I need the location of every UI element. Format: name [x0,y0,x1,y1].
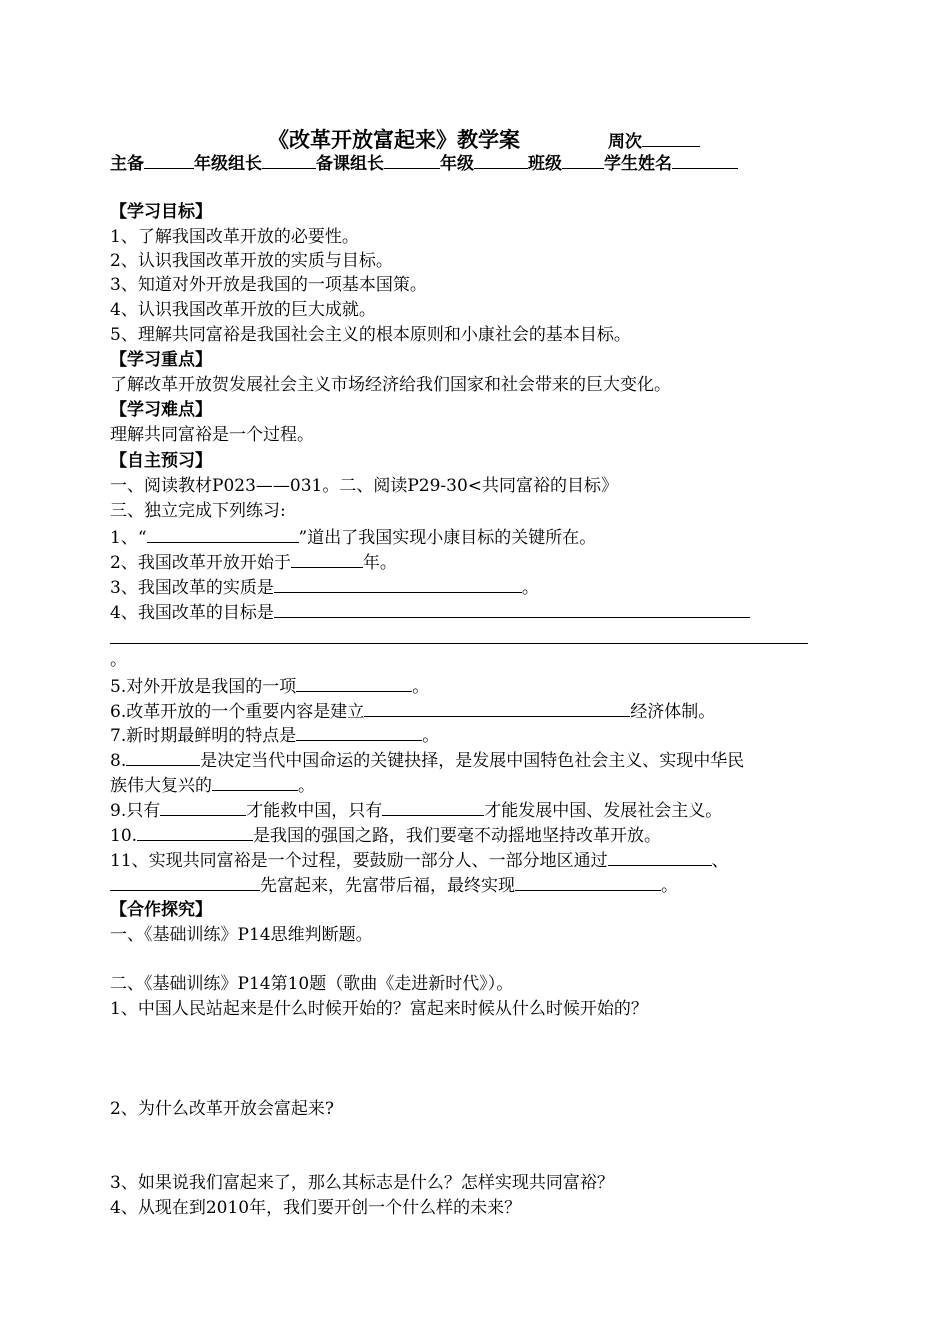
exercise-text: 4、我国改革的目标是 [110,603,274,623]
exercise-4 [110,599,750,625]
goals-heading: 【学习目标】 [110,202,212,222]
exercise-4-end: 。 [110,650,127,670]
field-blank [562,150,604,169]
answer-blank[interactable] [382,797,484,816]
exercise-text: 。 [298,776,315,796]
exercise-10 [110,822,661,848]
answer-blank[interactable] [126,747,200,766]
exercise-7 [110,722,439,748]
exercise-9 [110,797,722,823]
exercise-text: 才能救中国，只有 [246,801,383,821]
answer-blank[interactable] [137,822,253,841]
difficulty-text: 理解共同富裕是一个过程。 [110,425,314,445]
field-label-grade-leader: 年级组长 [194,154,262,174]
exercise-3 [110,574,539,600]
field-label-class: 班级 [528,154,562,174]
discussion-question: 1、中国人民站起来是什么时候开始的？富起来时候从什么时候开始的？ [110,999,648,1019]
focus-heading: 【学习重点】 [110,350,212,370]
exercise-11 [110,847,729,873]
discussion-question: 4、从现在到2010年，我们要开创一个什么样的未来？ [110,1198,522,1218]
field-label-grade: 年级 [440,154,474,174]
exercise-1 [110,524,596,550]
field-blank [144,150,194,169]
preview-heading: 【自主预习】 [110,451,212,471]
exercise-text: 9.只有 [110,801,161,821]
exercise-5 [110,673,429,699]
goal-item: 3、知道对外开放是我国的一项基本国策。 [110,275,427,295]
field-blank [474,150,528,169]
exercise-text: 。 [422,726,440,746]
exercise-text: 3、我国改革的实质是 [110,578,274,598]
preview-reading: 一、阅读教材P023——031。二、阅读P29-30<共同富裕的目标》 [110,476,619,496]
answer-blank[interactable] [364,698,630,717]
answer-blank[interactable] [296,722,422,741]
focus-text: 了解改革开放贺发展社会主义市场经济给我们国家和社会带来的巨大变化。 [110,375,671,395]
answer-blank[interactable] [515,872,661,891]
field-blank [672,150,738,169]
difficulty-heading: 【学习难点】 [110,400,212,420]
exercise-text: 是决定当代中国命运的关键抉择，是发展中国特色社会主义、实现中华民 [200,751,745,771]
field-label-lead-preparer: 主备 [110,154,144,174]
field-label-prep-leader: 备课组长 [316,154,384,174]
cooperation-item-1: 一、《基础训练》P14思维判断题。 [110,925,373,945]
field-label-student-name: 学生姓名 [604,154,672,174]
field-blank [262,150,316,169]
exercise-text: 先富起来，先富带后福，最终实现 [260,876,515,896]
exercise-text: 7.新时期最鲜明的特点是 [110,726,297,746]
exercise-text: 族伟大复兴的 [110,776,212,796]
cooperation-item-2: 二、《基础训练》P14第10题（歌曲《走进新时代》）。 [110,974,514,994]
answer-blank[interactable] [147,524,299,543]
answer-blank[interactable] [274,574,522,593]
exercise-2 [110,549,397,575]
week-blank [642,128,700,147]
answer-blank[interactable] [212,772,298,791]
exercise-6 [110,698,715,724]
exercise-text: 是我国的强国之路，我们要毫不动摇地坚持改革开放。 [253,826,662,846]
exercise-text: 年。 [362,553,397,573]
goal-item: 1、了解我国改革开放的必要性。 [110,227,359,247]
preview-instruction: 三、独立完成下列练习: [110,501,286,521]
exercise-text: ”道出了我国实现小康目标的关键所在。 [298,528,597,548]
answer-line[interactable] [110,643,808,644]
discussion-question: 2、为什么改革开放会富起来? [110,1099,334,1119]
answer-blank[interactable] [291,549,363,568]
exercise-text: 才能发展中国、发展社会主义。 [484,801,723,821]
exercise-text: 10. [110,826,138,846]
answer-blank[interactable] [110,872,260,891]
answer-blank[interactable] [274,599,750,618]
exercise-text: 。 [661,876,678,896]
answer-blank[interactable] [608,847,712,866]
cooperation-heading: 【合作探究】 [110,900,212,920]
exercise-text: 、 [711,851,729,871]
answer-blank[interactable] [296,673,412,692]
exercise-text: 11、实现共同富裕是一个过程，要鼓励一部分人、一部分地区通过 [110,851,608,871]
week-field [608,127,700,152]
exercise-text: 1、“ [110,528,147,548]
goal-item: 2、认识我国改革开放的实质与目标。 [110,251,393,271]
page-title: 《改革开放富起来》教学案 [268,128,520,152]
goal-item: 5、理解共同富裕是我国社会主义的根本原则和小康社会的基本目标。 [110,325,631,345]
discussion-question: 3、如果说我们富起来了，那么其标志是什么？怎样实现共同富裕？ [110,1173,614,1193]
exercise-11-cont [110,872,678,898]
exercise-text: 2、我国改革开放开始于 [110,553,291,573]
header-fields-row [110,150,738,176]
exercise-text: 。 [521,578,539,598]
answer-blank[interactable] [160,797,246,816]
exercise-text: 。 [412,677,430,697]
goal-item: 4、认识我国改革开放的巨大成就。 [110,300,376,320]
exercise-text: 6.改革开放的一个重要内容是建立 [110,702,365,722]
exercise-text: 5.对外开放是我国的一项 [110,677,297,697]
exercise-text: 经济体制。 [630,702,716,722]
exercise-text: 8. [110,751,127,771]
week-label: 周次 [608,132,642,152]
field-blank [384,150,440,169]
exercise-8 [110,747,744,773]
exercise-8-cont [110,772,315,798]
